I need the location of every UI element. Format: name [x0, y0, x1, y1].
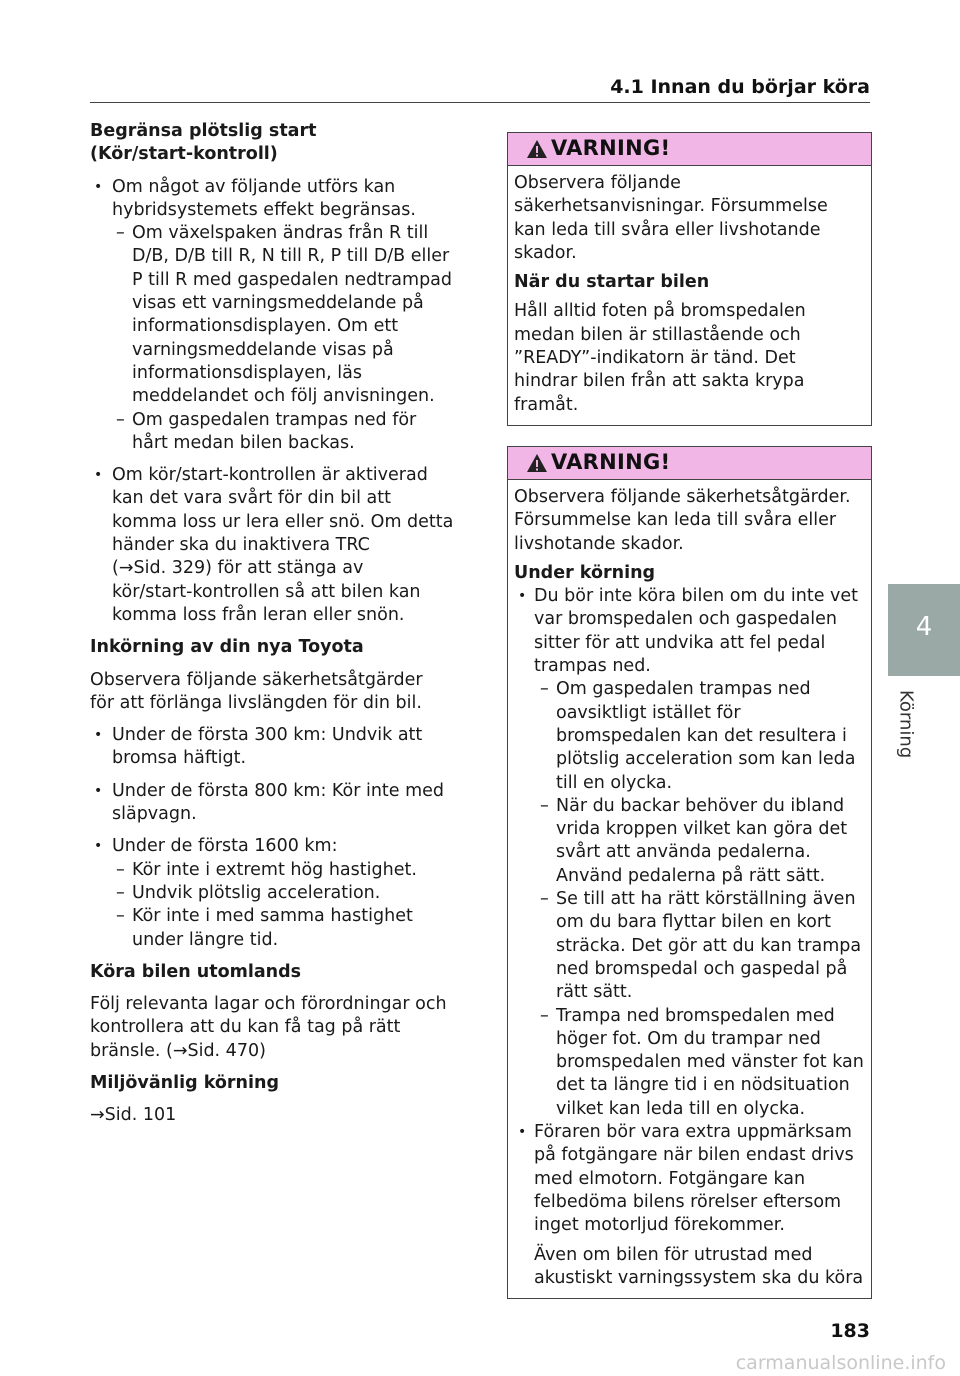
text-line: med elmotorn. Fotgängare kan	[534, 1168, 806, 1189]
text-line: höger fot. Om du trampar ned	[556, 1028, 821, 1049]
text-line: medan bilen är stillastående och	[514, 324, 801, 345]
text-line: • Om något av följande utförs kan	[112, 176, 396, 197]
text-line: kör/start-kontrollen så att bilen kan	[112, 581, 421, 602]
text-line: meddelandet och följ anvisningen.	[132, 386, 435, 407]
text-line: – Kör inte i extremt hög hastighet.	[132, 859, 417, 880]
section-heading: Köra bilen utomlands	[90, 961, 302, 982]
text-line: – Om gaspedalen trampas ned för	[132, 409, 417, 430]
text-line: vilket kan leda till en olycka.	[556, 1098, 806, 1119]
page-reference[interactable]: bränsle. (→Sid. 470)	[90, 1040, 266, 1061]
text-line: under längre tid.	[132, 929, 279, 950]
text-line: hårt medan bilen backas.	[132, 432, 355, 453]
text-line: Följ relevanta lagar och förordningar och	[90, 994, 447, 1015]
text-line: • Om kör/start-kontrollen är aktiverad	[112, 465, 428, 486]
text-line: Använd pedalerna på rätt sätt.	[556, 865, 826, 886]
text-line: D/B, D/B till R, N till R, P till D/B eller	[132, 246, 450, 267]
bullet-item	[90, 464, 455, 627]
text-line: var bromspedalen och gaspedalen	[534, 609, 837, 630]
paragraph	[514, 300, 865, 416]
text-line: • Du bör inte köra bilen om du inte vet	[534, 586, 859, 607]
section-heading: Miljövänlig körning	[90, 1072, 279, 1093]
text-line: – Undvik plötslig acceleration.	[132, 882, 381, 903]
text-line: • Under de första 300 km: Undvik att	[112, 725, 423, 746]
header-rule	[90, 102, 870, 103]
text-line: – Om växelspaken ändras från R till	[132, 223, 429, 244]
watermark: carmanualsonline.info	[735, 1352, 946, 1374]
text-line: bromspedalen kan det resultera i	[556, 725, 847, 746]
section-heading: Inkörning av din nya Toyota	[90, 637, 364, 658]
text-line: Observera följande	[514, 173, 681, 193]
warning-header	[508, 133, 871, 166]
chapter-number: 4	[915, 612, 933, 642]
text-line: – Trampa ned bromspedalen med	[556, 1005, 835, 1026]
text-line: komma loss från leran eller snön.	[112, 604, 405, 625]
warning-subheading: När du startar bilen	[514, 272, 710, 293]
section-heading: Begränsa plötslig start	[90, 121, 317, 141]
dash-item	[90, 859, 455, 882]
bullet-item	[90, 724, 455, 771]
text-line: trampas ned.	[534, 656, 651, 677]
text-line: rätt sätt.	[556, 982, 633, 1003]
text-line: informationsdisplayen, läs	[132, 362, 362, 383]
dash-item	[90, 409, 455, 456]
warning-label: VARNING!	[551, 450, 671, 475]
text-line: det ta längre tid i en nödsituation	[556, 1075, 850, 1096]
page-number: 183	[830, 1320, 870, 1342]
text-line: akustiskt varningssystem ska du köra	[534, 1267, 864, 1288]
text-line: – När du backar behöver du ibland	[556, 795, 845, 816]
text-line: Försummelse kan leda till svåra eller	[514, 510, 837, 531]
text-line: händer ska du inaktivera TRC	[112, 535, 370, 556]
text-line: ned bromspedal och gaspedal på	[556, 958, 848, 979]
text-line: – Om gaspedalen trampas ned	[556, 679, 811, 700]
page-header-title: 4.1 Innan du börjar köra	[610, 76, 870, 98]
paragraph	[90, 669, 455, 716]
text-line: plötslig acceleration som kan leda	[556, 749, 856, 770]
text-line: sträcka. Det gör att du kan trampa	[556, 935, 862, 956]
page-reference[interactable]: →Sid. 101	[90, 1105, 177, 1126]
dash-item	[514, 678, 865, 794]
text-line: släpvagn.	[112, 804, 197, 825]
left-column	[90, 120, 455, 1128]
dash-item	[514, 1005, 865, 1121]
bullet-item	[90, 176, 455, 223]
paragraph	[514, 486, 865, 556]
warning-header	[508, 447, 871, 480]
text-line: informationsdisplayen. Om ett	[132, 316, 399, 337]
paragraph	[514, 172, 865, 265]
text-line: till en olycka.	[556, 772, 673, 793]
text-line: om du bara flyttar bilen en kort	[556, 912, 831, 933]
warning-subheading: Under körning	[514, 562, 656, 583]
bullet-item	[514, 1121, 865, 1237]
dash-item	[90, 222, 455, 408]
text-line: på fotgängare när bilen endast drivs	[534, 1145, 854, 1166]
text-line: inget motorljud förekommer.	[534, 1215, 785, 1236]
warning-box	[507, 446, 872, 1299]
text-line: sitter för att undvika att fel pedal	[534, 632, 826, 653]
text-line: kan leda till svåra eller livshotande	[514, 219, 821, 240]
paragraph	[90, 993, 455, 1063]
text-line: oavsiktligt istället för	[556, 702, 741, 723]
text-line: Observera följande säkerhetsåtgärder	[90, 669, 423, 690]
text-line: visas ett varningsmeddelande på	[132, 293, 424, 314]
bullet-item	[90, 835, 455, 858]
text-line: komma loss ur lera eller snö. Om detta	[112, 511, 454, 532]
chapter-tab[interactable]	[888, 584, 960, 676]
text-line: säkerhetsanvisningar. Försummelse	[514, 196, 828, 217]
text-line: P till R med gaspedalen nedtrampad	[132, 269, 453, 290]
text-line: för att förlänga livslängden för din bil.	[90, 692, 422, 713]
text-line: • Föraren bör vara extra uppmärksam	[534, 1122, 852, 1143]
paragraph	[514, 1244, 865, 1291]
text-line: vrida kroppen vilket kan göra det	[556, 819, 848, 840]
text-line: framåt.	[514, 394, 579, 415]
page-reference[interactable]: (→Sid. 329) för att stänga av	[112, 558, 364, 579]
warning-box	[507, 132, 872, 426]
dash-item	[90, 882, 455, 905]
text-line: bromspedalen med vänster fot kan	[556, 1052, 864, 1073]
text-line: • Under de första 1600 km:	[112, 836, 338, 857]
text-line: felbedöma bilens rörelser eftersom	[534, 1191, 842, 1212]
text-line: Observera följande säkerhetsåtgärder.	[514, 487, 851, 507]
text-line: hybridsystemets effekt begränsas.	[112, 199, 416, 220]
text-line: varningsmeddelande visas på	[132, 339, 394, 360]
dash-item	[514, 888, 865, 1004]
dash-item	[514, 795, 865, 888]
warning-label: VARNING!	[551, 136, 671, 161]
text-line: bromsa häftigt.	[112, 748, 247, 769]
text-line: skador.	[514, 242, 577, 263]
section-heading: (Kör/start-kontroll)	[90, 144, 278, 165]
text-line: Håll alltid foten på bromspedalen	[514, 301, 806, 322]
bullet-item	[514, 585, 865, 678]
text-line: kan det vara svårt för din bil att	[112, 488, 391, 509]
text-line: kontrollera att du kan få tag på rätt	[90, 1017, 401, 1038]
chapter-label: Körning	[895, 690, 917, 759]
text-line: hindrar bilen från att sakta krypa	[514, 371, 805, 392]
text-line: • Under de första 800 km: Kör inte med	[112, 780, 445, 801]
bullet-item	[90, 780, 455, 827]
text-line: – Kör inte i med samma hastighet	[132, 906, 413, 927]
text-line: ”READY”-indikatorn är tänd. Det	[514, 348, 796, 369]
text-line: Även om bilen för utrustad med	[534, 1244, 813, 1265]
warning-triangle-icon	[526, 453, 548, 473]
warning-triangle-icon	[526, 139, 548, 159]
text-line: svårt att använda pedalerna.	[556, 842, 811, 863]
text-line: – Se till att ha rätt körställning även	[556, 889, 856, 910]
dash-item	[90, 905, 455, 952]
text-line: livshotande skador.	[514, 533, 684, 554]
